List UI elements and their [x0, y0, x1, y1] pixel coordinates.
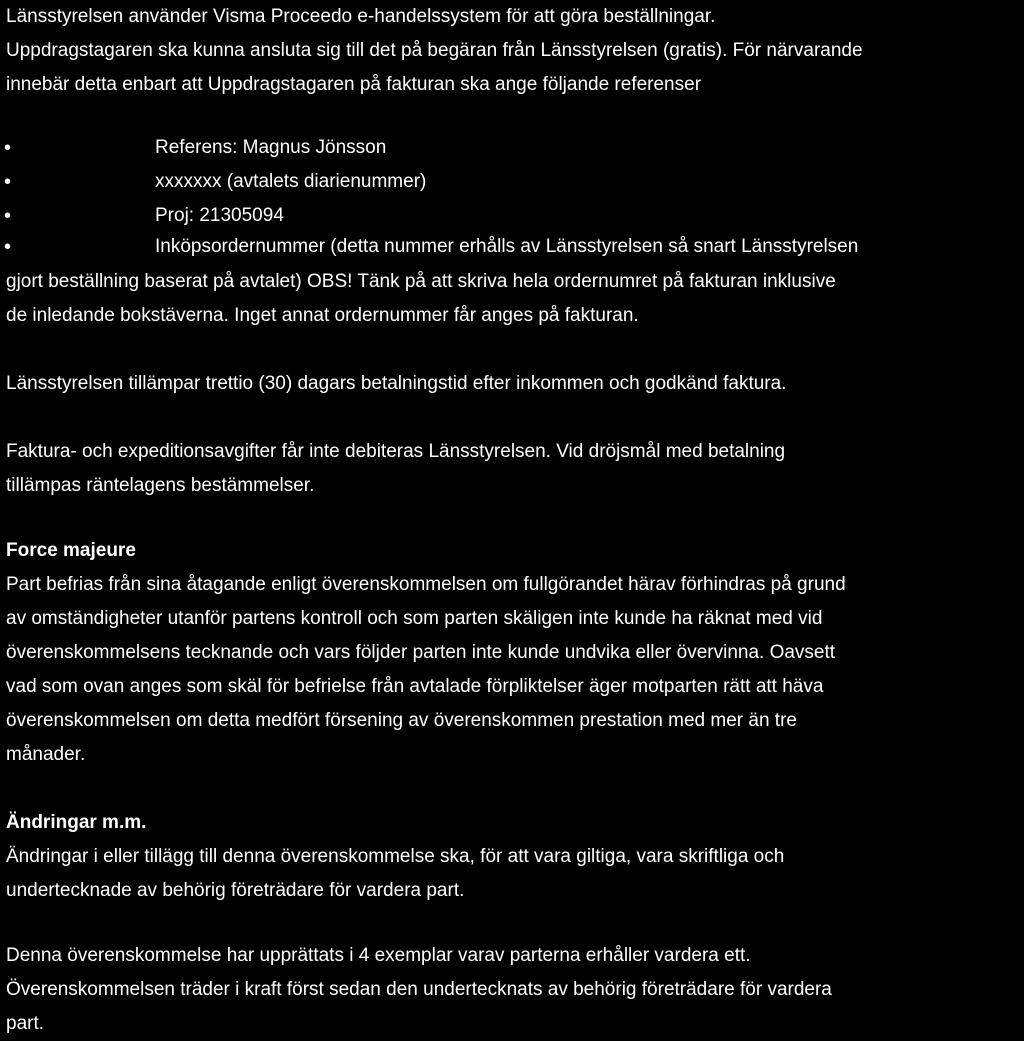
bullet-item-project: Proj: 21305094: [155, 205, 284, 226]
force-majeure-line-2: av omständigheter utanför partens kontroll och som parten skäligen inte kunde ha räknat med vid: [6, 608, 823, 629]
bullet-symbol: •: [4, 137, 12, 159]
changes-section: [6, 806, 784, 908]
bullet-continuation-line-1: gjort beställning baserat på avtalet) OBS! Tänk på att skriva hela ordernumret på fakturan inklusive: [6, 271, 836, 292]
bullet-symbol: •: [4, 236, 12, 258]
fees-line-2: tillämpas räntelagens bestämmelser.: [6, 475, 315, 496]
bullet-symbol: •: [4, 205, 12, 227]
bullet-symbol: •: [4, 171, 12, 193]
force-majeure-line-4: vad som ovan anges som skäl för befrielse från avtalade förpliktelser äger motparten rätt att häva: [6, 676, 824, 697]
force-majeure-heading: Force majeure: [6, 540, 136, 561]
force-majeure-line-5: överenskommelsen om detta medfört försening av överenskommen prestation med mer än tre: [6, 710, 797, 731]
force-majeure-line-3: överenskommelsens tecknande och vars följder parten inte kunde undvika eller övervinna. Oavsett: [6, 642, 836, 663]
intro-line-3: innebär detta enbart att Uppdragstagaren på fakturan ska ange följande referenser: [6, 74, 702, 95]
copies-line-2: Överenskommelsen träder i kraft först sedan den undertecknats av behörig företrädare för vardera: [6, 979, 832, 1000]
payment-terms-paragraph: [6, 367, 786, 401]
copies-line-1: Denna överenskommelse har upprättats i 4 exemplar varav parterna erhåller vardera ett.: [6, 945, 751, 966]
changes-line-2: undertecknade av behörig företrädare för vardera part.: [6, 880, 465, 901]
copies-line-3: part.: [6, 1013, 45, 1034]
intro-paragraph: [6, 0, 863, 102]
payment-line-1: Länsstyrelsen tillämpar trettio (30) dagars betalningstid efter inkommen och godkänd faktura.: [6, 373, 787, 394]
force-majeure-section: [6, 534, 846, 772]
bullet-item-diarienummer: xxxxxxx (avtalets diarienummer): [155, 171, 427, 192]
bullet-item-order-number: Inköpsordernummer (detta nummer erhålls av Länsstyrelsen så snart Länsstyrelsen: [155, 236, 859, 257]
bullet-continuation-line-2: de inledande bokstäverna. Inget annat ordernummer får anges på fakturan.: [6, 305, 639, 326]
fees-paragraph: [6, 435, 785, 503]
copies-paragraph: [6, 939, 832, 1041]
bullet-continuation: [6, 265, 836, 333]
bullet-item-reference: Referens: Magnus Jönsson: [155, 137, 387, 158]
force-majeure-line-1: Part befrias från sina åtagande enligt överenskommelsen om fullgörandet härav förhindras på grund: [6, 574, 846, 595]
changes-line-1: Ändringar i eller tillägg till denna överenskommelse ska, för att vara giltiga, vara skriftliga och: [6, 846, 785, 867]
changes-heading: Ändringar m.m.: [6, 812, 147, 833]
intro-line-2: Uppdragstagaren ska kunna ansluta sig till det på begäran från Länsstyrelsen (gratis). För närvarande: [6, 40, 863, 61]
force-majeure-line-6: månader.: [6, 744, 86, 765]
intro-line-1: Länsstyrelsen använder Visma Proceedo e-handelssystem för att göra beställningar.: [6, 6, 716, 27]
fees-line-1: Faktura- och expeditionsavgifter får inte debiteras Länsstyrelsen. Vid dröjsmål med betalning: [6, 441, 786, 462]
